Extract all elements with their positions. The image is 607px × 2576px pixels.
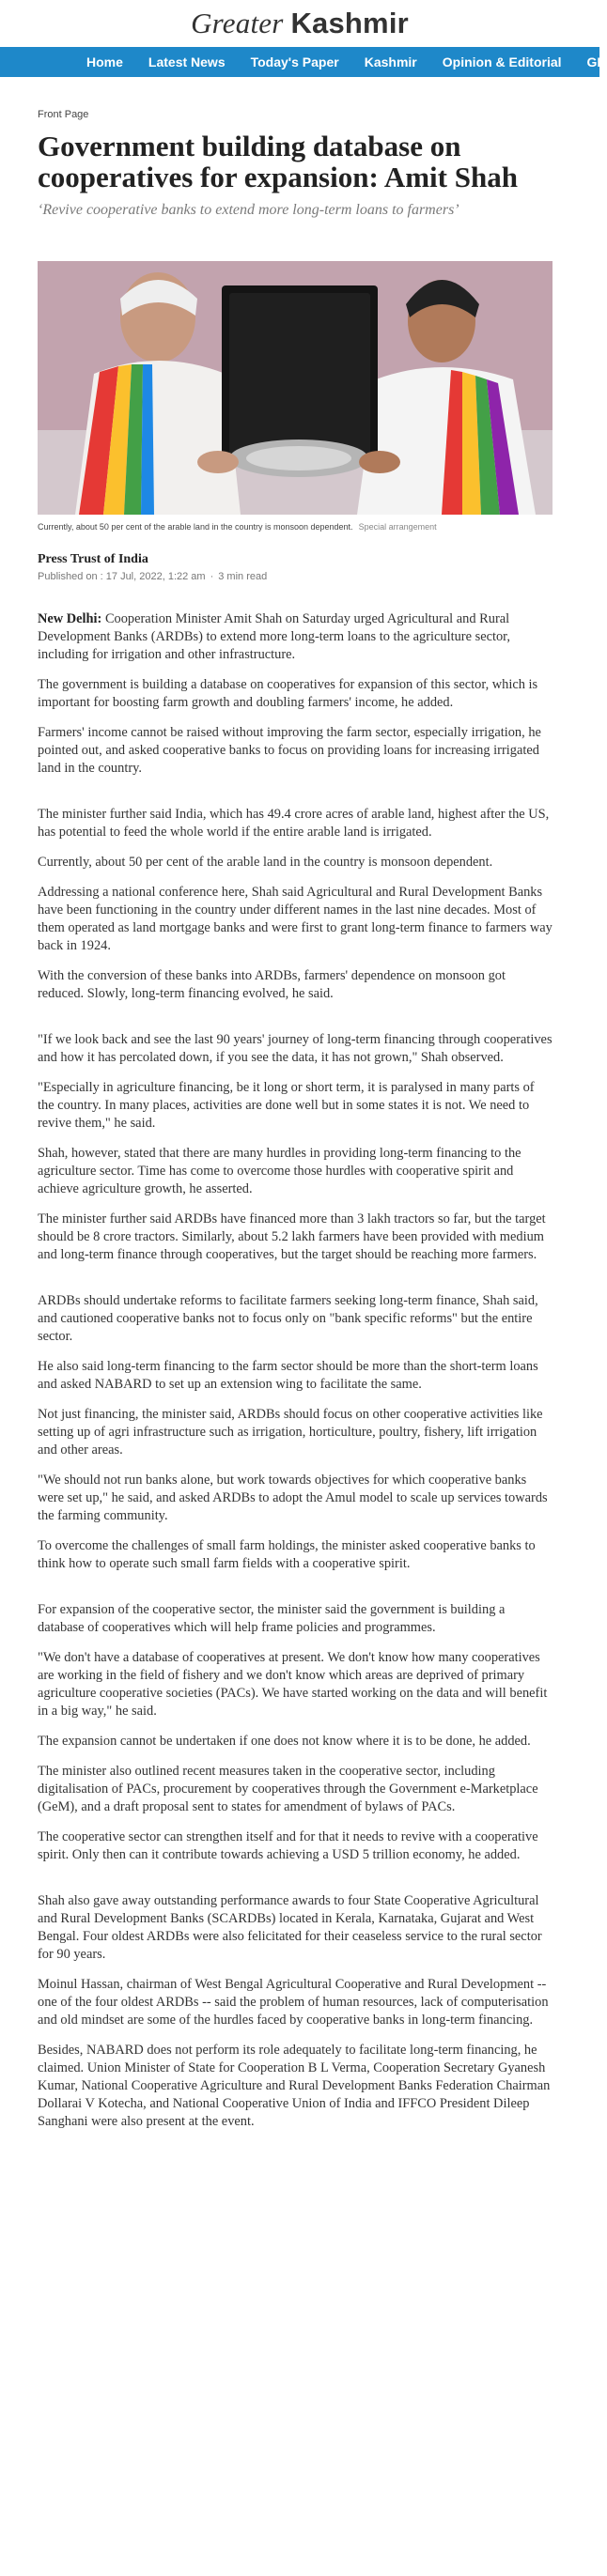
nav-latest-news[interactable]: Latest News — [148, 54, 226, 69]
nav-todays-paper[interactable]: Today's Paper — [250, 54, 339, 69]
image-credit: Special arrangement — [358, 522, 437, 532]
article-paragraph: Currently, about 50 per cent of the arable land in the country is monsoon dependent. — [38, 855, 493, 870]
meta-separator: · — [210, 571, 214, 582]
article-container — [38, 77, 553, 2143]
article-paragraph: To overcome the challenges of small farm holdings, the minister asked cooperative banks to think how to operate such small farm fields with a cooperative spirit. — [38, 1538, 536, 1571]
article-paragraph: "We should not run banks alone, but work towards objectives for which cooperative banks were set up," he said, and asked ARDBs to adopt the Amul model to scale up services towards the farming community. — [38, 1473, 548, 1523]
article-paragraph: The minister also outlined recent measures taken in the cooperative sector, including digitalisation of PACs, procurement by cooperatives through the Government e-Marketplace (GeM), and a draft proposal sent to states for amendment of bylaws of PACs. — [38, 1764, 538, 1814]
article-paragraph: The expansion cannot be undertaken if one does not know where it is to be done, he added. — [38, 1734, 531, 1749]
article-meta — [38, 571, 553, 582]
article-paragraph: Besides, NABARD does not perform its role adequately to facilitate long-term financing, he claimed. Union Minister of State for Cooperation B L Verma, Cooperation Secretary Gyanesh Kumar, National Cooperative Agriculture and Rural Development Banks Federation Chairman Dollarai V Kotecha, and National Cooperative Union of India and IFFCO President Dileep Sanghani were also present at the event. — [38, 2043, 551, 2129]
article-body — [38, 610, 553, 2131]
article-dateline: New Delhi: — [38, 611, 102, 626]
article-hero-image — [38, 261, 553, 515]
article-paragraph: The minister further said ARDBs have financed more than 3 lakh tractors so far, but the target should be 8 crore tractors. Similarly, about 5.2 lakh farmers have been provided with medium and long-term finance through cooperatives, but the target should be reaching more farmers. — [38, 1211, 546, 1262]
logo-text-kashmir: Kashmir — [290, 7, 409, 39]
photo-illustration — [38, 261, 553, 515]
nav-gk[interactable]: GK — [586, 54, 607, 69]
logo-text-greater: Greater — [191, 7, 284, 39]
article-paragraph: For expansion of the cooperative sector, the minister said the government is building a database of cooperatives which will help frame policies and programmes. — [38, 1602, 506, 1635]
article-paragraph: Shah also gave away outstanding performance awards to four State Cooperative Agricultural and Rural Development Banks (SCARDBs) located in Kerala, Karnataka, Gujarat and West Bengal. Four oldest ARDBs were also felicitated for their ceaseless service to the rural sector for 90 years. — [38, 1893, 542, 1962]
article-paragraph: The cooperative sector can strengthen itself and for that it needs to revive with a cooperative spirit. Only then can it contribute towards achieving a USD 5 trillion economy, he added. — [38, 1829, 538, 1862]
article-paragraph: The minister further said India, which has 49.4 crore acres of arable land, highest after the US, has potential to feed the whole world if the entire arable land is irrigated. — [38, 807, 550, 840]
masthead — [0, 0, 599, 47]
nav-home[interactable]: Home — [86, 54, 123, 69]
article-paragraph: The government is building a database on cooperatives for expansion of this sector, which is important for boosting farm growth and doubling farmers' income, he added. — [38, 677, 538, 710]
article-subheadline: ‘Revive cooperative banks to extend more long-term loans to farmers’ — [38, 202, 459, 218]
article-paragraph: New Delhi: Cooperation Minister Amit Shah on Saturday urged Agricultural and Rural Development Banks (ARDBs) to extend more long-term loans to the agriculture sector, including for irrigation and other infrastructure. — [38, 611, 510, 662]
article-paragraph: "Especially in agriculture financing, be it long or short term, it is paralysed in many parts of the country. In many places, activities are done well but in some states it is not. We need to revive them," he said. — [38, 1080, 535, 1131]
article-paragraph: Shah, however, stated that there are many hurdles in providing long-term financing to the agriculture sector. Time has come to overcome those hurdles with cooperative spirit and achieve agriculture growth, he asserted. — [38, 1146, 521, 1196]
article-paragraph: ARDBs should undertake reforms to facilitate farmers seeking long-term finance, Shah said, and cautioned cooperative banks not to focus only on "bank specific reforms" but the entire sector. — [38, 1293, 538, 1344]
article-paragraph: He also said long-term financing to the farm sector should be more than the short-term loans and asked NABARD to set up an extension wing to facilitate the same. — [38, 1359, 538, 1392]
article-paragraph: Not just financing, the minister said, ARDBs should focus on other cooperative activities like setting up of agri infrastructure such as irrigation, horticulture, poultry, fishery, lift irrigation and other areas. — [38, 1407, 543, 1458]
image-caption-text: Currently, about 50 per cent of the arable land in the country is monsoon dependent. — [38, 522, 353, 532]
nav-opinion-editorial[interactable]: Opinion & Editorial — [442, 54, 562, 69]
article-paragraph: "If we look back and see the last 90 years' journey of long-term financing through cooperatives and how it has percolated down, if you see the data, it has not grown," Shah observed. — [38, 1032, 553, 1065]
site-logo[interactable] — [191, 7, 409, 40]
main-navigation — [0, 47, 607, 77]
read-time: 3 min read — [218, 571, 268, 582]
article-category[interactable]: Front Page — [38, 109, 89, 120]
article-headline: Government building database on cooperatives for expansion: Amit Shah — [38, 130, 518, 193]
article-author[interactable]: Press Trust of India — [38, 552, 148, 566]
article-paragraph: "We don't have a database of cooperatives at present. We don't know how many cooperatives are working in the field of fishery and we don't know which areas are deprived of primary agriculture cooperative societies (PACs). We have started working on the data and will benefit in a big way," he said. — [38, 1650, 548, 1719]
article-paragraph: Moinul Hassan, chairman of West Bengal Agricultural Cooperative and Rural Development -- one of the four oldest ARDBs -- said the problem of human resources, lack of computerisation and old mindset are some of the hurdles faced by cooperative banks in long-term financing. — [38, 1977, 549, 2028]
article-paragraph: With the conversion of these banks into ARDBs, farmers' dependence on monsoon got reduced. Slowly, long-term financing evolved, he said. — [38, 968, 506, 1001]
image-caption — [38, 522, 553, 532]
article-paragraph: Addressing a national conference here, Shah said Agricultural and Rural Development Banks have been functioning in the country under different names in the last nine decades. Most of them operated as land mortgage banks and were first to grant long-term finance to farmers way back in 1924. — [38, 885, 553, 953]
article-paragraph: Farmers' income cannot be raised without improving the farm sector, especially irrigation, he pointed out, and asked cooperative banks to focus on providing loans for increasing irrigated land in the country. — [38, 725, 541, 776]
published-date: Published on : 17 Jul, 2022, 1:22 am — [38, 571, 206, 582]
nav-kashmir[interactable]: Kashmir — [364, 54, 417, 69]
